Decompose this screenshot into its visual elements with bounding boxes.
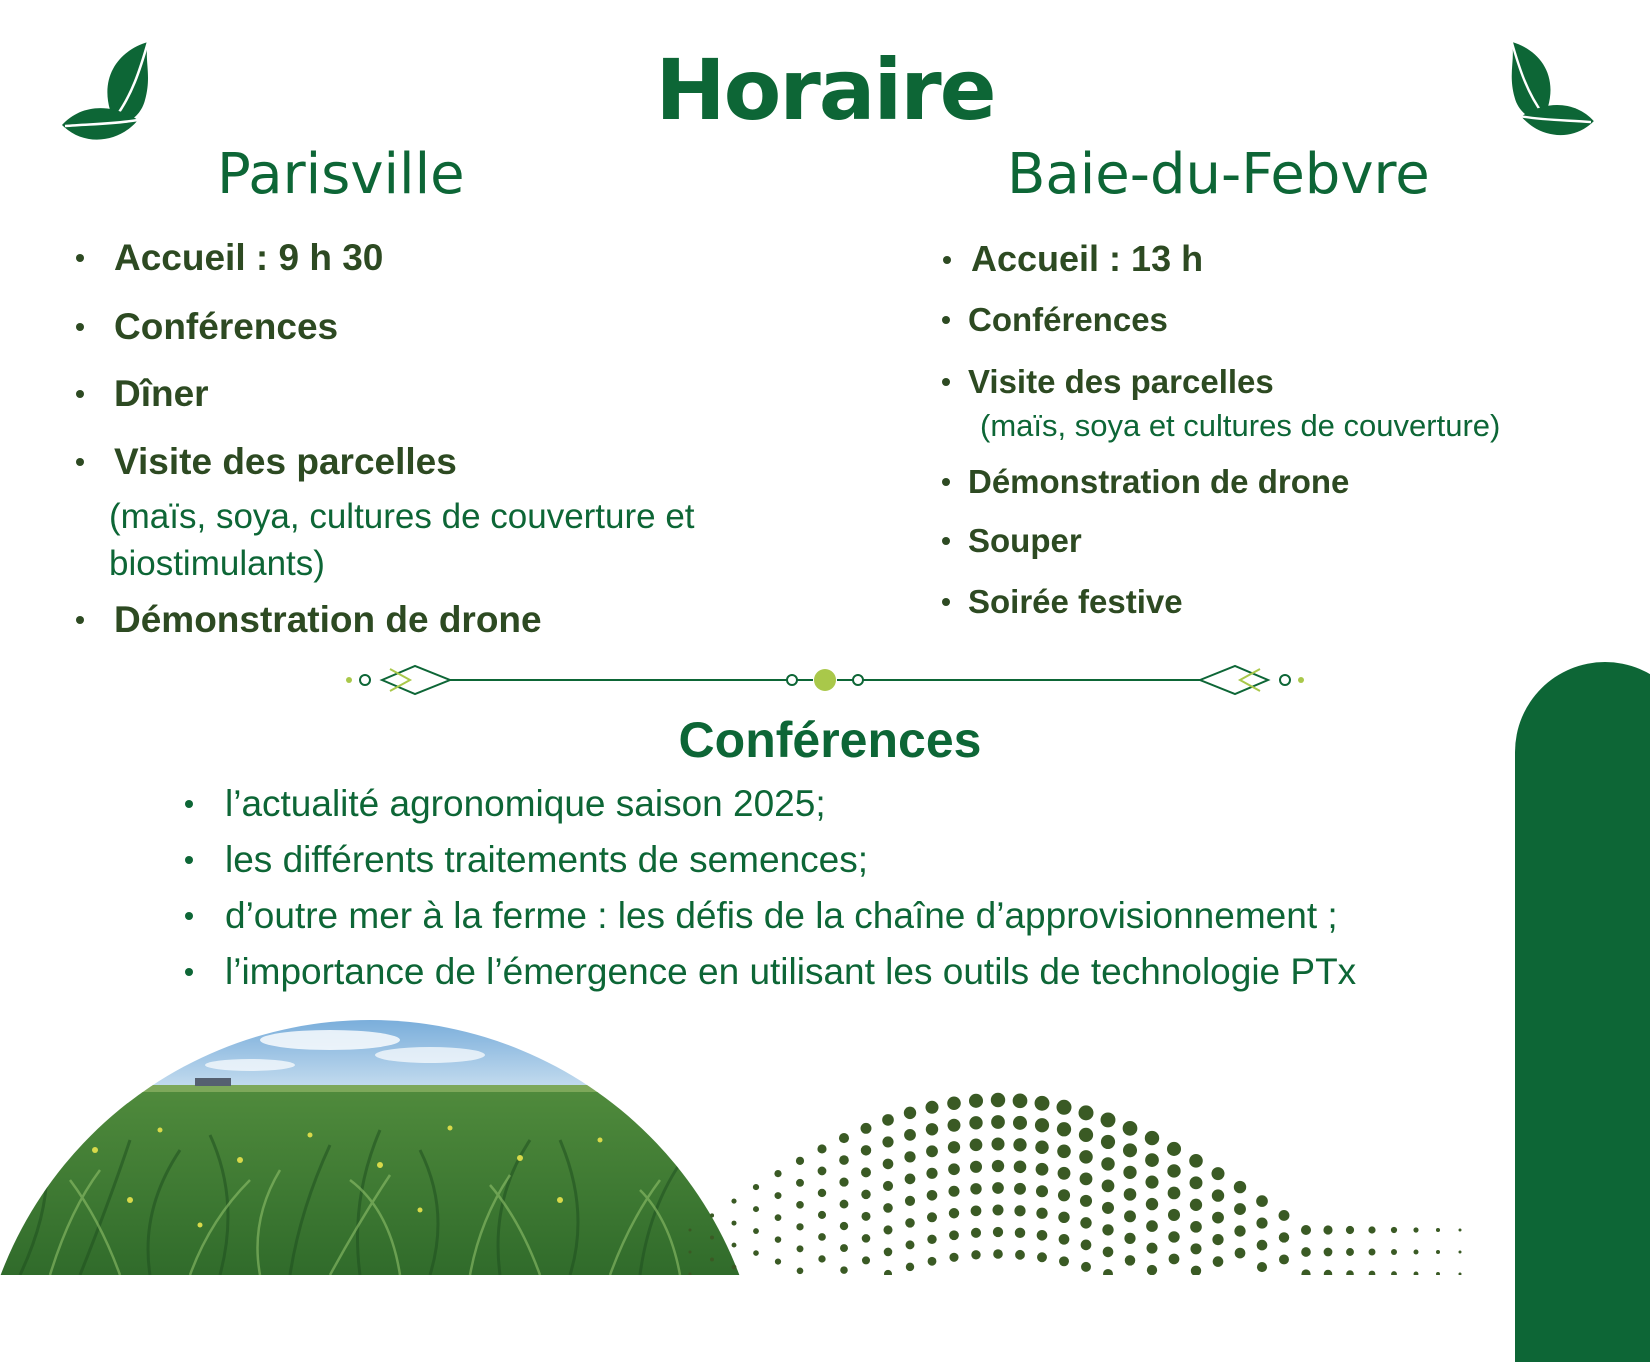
item-note: biostimulants) (109, 544, 325, 583)
bullet-icon (76, 458, 84, 466)
dotted-wave-pattern (680, 1080, 1520, 1275)
cornfield-photo (0, 1010, 760, 1275)
bullet-icon (185, 800, 193, 808)
bullet-icon (185, 912, 193, 920)
bullet-icon (942, 316, 950, 324)
list-item: Démonstration de drone (114, 598, 542, 642)
bullet-icon (942, 478, 950, 486)
list-item: Dîner (114, 372, 209, 416)
list-item: l’importance de l’émergence en utilisant les outils de technologie PTx (225, 944, 1356, 1000)
list-item: Démonstration de drone (968, 462, 1349, 502)
list-item: Accueil : 9 h 30 (114, 236, 383, 280)
list-item: Conférences (114, 305, 338, 349)
bullet-icon (76, 616, 84, 624)
bullet-icon (942, 537, 950, 545)
section-title-conferences: Conférences (678, 712, 982, 768)
location-title-parisville: Parisville (217, 142, 465, 207)
location-title-baie-du-febvre: Baie-du-Febvre (1007, 142, 1430, 207)
item-note: (maïs, soya et cultures de couverture) (980, 408, 1501, 443)
ornament-divider (340, 660, 1310, 700)
item-note: (maïs, soya, cultures de couverture et (109, 497, 695, 536)
bullet-icon (185, 968, 193, 976)
list-item: Accueil : 13 h (971, 239, 1203, 280)
bullet-icon (76, 254, 84, 262)
list-item: d’outre mer à la ferme : les défis de la chaîne d’approvisionnement ; (225, 888, 1356, 944)
list-item: l’actualité agronomique saison 2025; (225, 776, 1356, 832)
bullet-icon (76, 390, 84, 398)
conference-list (225, 776, 1356, 1000)
bullet-icon (76, 323, 84, 331)
list-item: Souper (968, 521, 1082, 561)
list-item: Soirée festive (968, 582, 1183, 622)
list-item: Visite des parcelles (968, 362, 1274, 402)
list-item: Visite des parcelles (114, 440, 457, 484)
bullet-icon (942, 378, 950, 386)
list-item: Conférences (968, 300, 1168, 340)
page-title: Horaire (655, 41, 995, 139)
bullet-icon (943, 256, 951, 264)
list-item: les différents traitements de semences; (225, 832, 1356, 888)
bullet-icon (185, 856, 193, 864)
bullet-icon (942, 598, 950, 606)
